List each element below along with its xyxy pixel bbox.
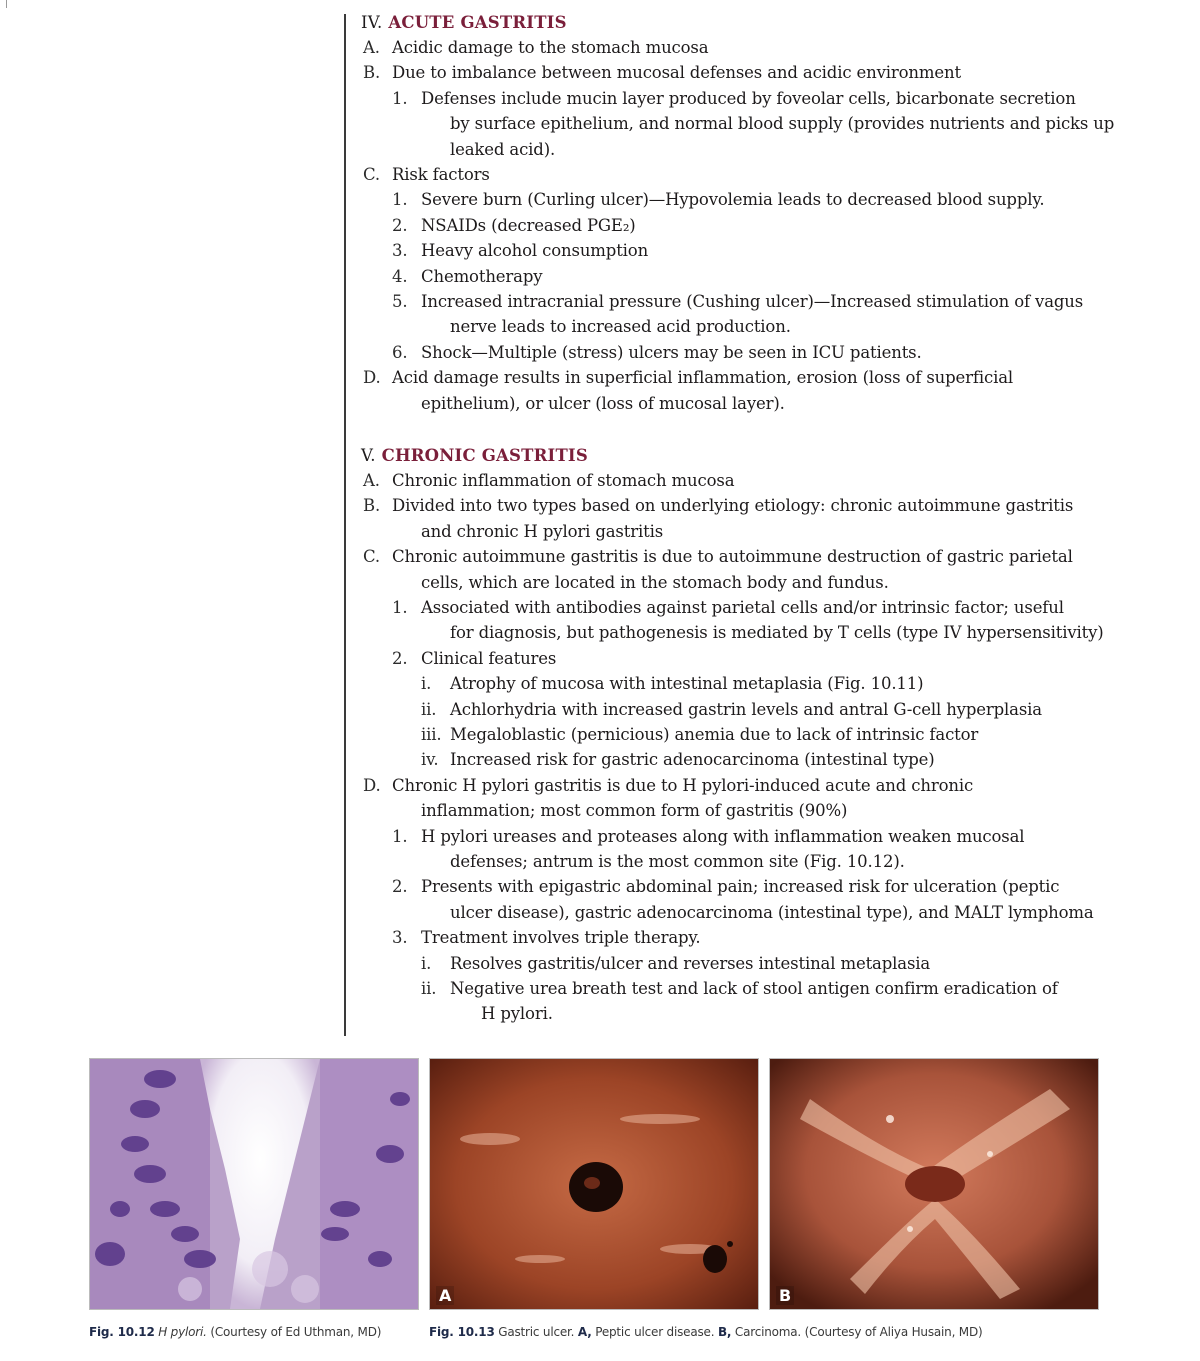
- outline-marker: A.: [363, 38, 380, 57]
- outline-marker: 2.: [392, 215, 408, 235]
- outline-text: Increased intracranial pressure (Cushing ulcer)—Increased stimulation of vagus: [421, 292, 1084, 311]
- section-v-heading: [361, 446, 588, 466]
- outline-text: by surface epithelium, and normal blood supply (provides nutrients and picks up: [450, 114, 1115, 134]
- fig-10-13-credit: (Courtesy of Aliya Husain, MD): [804, 1325, 983, 1339]
- outline-marker: 2.: [392, 648, 408, 668]
- outline-text: ulcer disease), gastric adenocarcinoma (intestinal type), and MALT lymphoma: [450, 902, 1094, 922]
- section-v-title: CHRONIC GASTRITIS: [381, 446, 588, 465]
- outline-text: H pylori ureases and proteases along with inflammation weaken mucosal: [421, 826, 1025, 846]
- outline-marker: 2.: [392, 877, 408, 897]
- outline-text: inflammation; most common form of gastritis (90%): [421, 801, 848, 821]
- outline-text: Defenses include mucin layer produced by foveolar cells, bicarbonate secretion: [421, 88, 1076, 108]
- outline-text: Chronic H pylori gastritis is due to H pylori-induced acute and chronic: [392, 775, 974, 795]
- outline-marker: C.: [363, 547, 380, 567]
- fig-10-13-part-a-text: Peptic ulcer disease.: [595, 1325, 715, 1339]
- fig-10-12-title: H pylori.: [158, 1325, 207, 1339]
- outline-marker: 1.: [392, 88, 408, 108]
- fig-10-12-credit: (Courtesy of Ed Uthman, MD): [210, 1325, 382, 1339]
- outline-marker: A.: [363, 471, 380, 490]
- outline-text: Negative urea breath test and lack of stool antigen confirm eradication of: [450, 979, 1058, 998]
- outline-text: defenses; antrum is the most common site (Fig. 10.12).: [450, 852, 905, 871]
- outline-marker: ii.: [421, 979, 437, 998]
- outline-marker: ii.: [421, 699, 437, 719]
- section-iv-numeral: IV.: [361, 13, 383, 32]
- outline-text: Clinical features: [421, 648, 557, 668]
- outline-text: Chronic inflammation of stomach mucosa: [392, 471, 735, 490]
- outline-text: Increased risk for gastric adenocarcinoma (intestinal type): [450, 750, 935, 770]
- outline-marker: D.: [363, 368, 381, 388]
- fig-10-13-caption: [429, 1325, 982, 1339]
- outline-text: for diagnosis, but pathogenesis is mediated by T cells (type IV hypersensitivity): [450, 623, 1104, 643]
- outline-text: and chronic H pylori gastritis: [421, 521, 664, 541]
- outline-text: cells, which are located in the stomach body and fundus.: [421, 572, 889, 592]
- outline-marker: 3.: [392, 928, 408, 948]
- outline-text: leaked acid).: [450, 139, 556, 159]
- section-iv-title: ACUTE GASTRITIS: [388, 13, 567, 32]
- outline-marker: 1.: [392, 598, 408, 617]
- fig-10-12-histology-image: [89, 1058, 419, 1310]
- outline-marker: D.: [363, 775, 381, 795]
- section-iv-heading: [361, 13, 567, 33]
- outline-text: Atrophy of mucosa with intestinal metaplasia (Fig. 10.11): [450, 674, 924, 694]
- outline-marker: 4.: [392, 266, 408, 286]
- section-v-numeral: V.: [361, 446, 376, 465]
- outline-marker: C.: [363, 165, 380, 184]
- outline-marker: 1.: [392, 826, 408, 846]
- outline-marker: i.: [421, 674, 432, 694]
- outline-text: Megaloblastic (pernicious) anemia due to lack of intrinsic factor: [450, 725, 979, 744]
- outline-text: Acid damage results in superficial inflammation, erosion (loss of superficial: [392, 368, 1014, 388]
- outline-text: Acidic damage to the stomach mucosa: [392, 38, 709, 57]
- outline-text: Heavy alcohol consumption: [421, 241, 649, 261]
- outline-text: Risk factors: [392, 165, 490, 184]
- outline-text: Achlorhydria with increased gastrin levels and antral G-cell hyperplasia: [450, 699, 1042, 719]
- outline-text: nerve leads to increased acid production.: [450, 317, 791, 337]
- outline-text: H pylori.: [481, 1004, 553, 1024]
- fig-10-13-part-a-label: A,: [577, 1325, 592, 1339]
- outline-text: Chemotherapy: [421, 266, 543, 286]
- fig-10-12-caption: [89, 1325, 381, 1339]
- panel-a-label: A: [436, 1286, 454, 1305]
- outline-marker: iii.: [421, 725, 442, 744]
- outline-text: Associated with antibodies against parietal cells and/or intrinsic factor; useful: [421, 598, 1064, 617]
- outline-text: Due to imbalance between mucosal defenses and acidic environment: [392, 63, 961, 83]
- outline-marker: 1.: [392, 190, 408, 210]
- outline-marker: 5.: [392, 292, 408, 311]
- outline-text: NSAIDs (decreased PGE₂): [421, 215, 636, 235]
- panel-b-label: B: [776, 1286, 794, 1305]
- fig-10-12-number: Fig. 10.12: [89, 1325, 155, 1339]
- outline-marker: i.: [421, 953, 432, 973]
- outline-text: Presents with epigastric abdominal pain; increased risk for ulceration (peptic: [421, 877, 1060, 897]
- fig-10-13-part-b-label: B,: [717, 1325, 732, 1339]
- fig-10-13-title: Gastric ulcer.: [498, 1325, 575, 1339]
- outline-marker: B.: [363, 63, 381, 83]
- outline-text: Shock—Multiple (stress) ulcers may be seen in ICU patients.: [421, 342, 922, 362]
- outline-text: epithelium), or ulcer (loss of mucosal layer).: [421, 393, 785, 413]
- outline-marker: 3.: [392, 241, 408, 261]
- outline-marker: B.: [363, 496, 381, 516]
- fig-10-13b-carcinoma-image: [769, 1058, 1099, 1310]
- fig-10-13-part-b-text: Carcinoma.: [734, 1325, 802, 1339]
- outline-text: Resolves gastritis/ulcer and reverses intestinal metaplasia: [450, 953, 931, 973]
- outline-text: Divided into two types based on underlying etiology: chronic autoimmune gastritis: [392, 496, 1074, 516]
- fig-10-13a-ulcer-image: [429, 1058, 759, 1310]
- outline-marker: iv.: [421, 750, 439, 770]
- outline-text: Severe burn (Curling ulcer)—Hypovolemia leads to decreased blood supply.: [421, 190, 1045, 210]
- outline-marker: 6.: [392, 342, 408, 362]
- outline-text: Treatment involves triple therapy.: [421, 928, 701, 948]
- figures-row: [0, 1058, 1200, 1318]
- fig-10-13-number: Fig. 10.13: [429, 1325, 495, 1339]
- outline-text: Chronic autoimmune gastritis is due to autoimmune destruction of gastric parietal: [392, 547, 1073, 567]
